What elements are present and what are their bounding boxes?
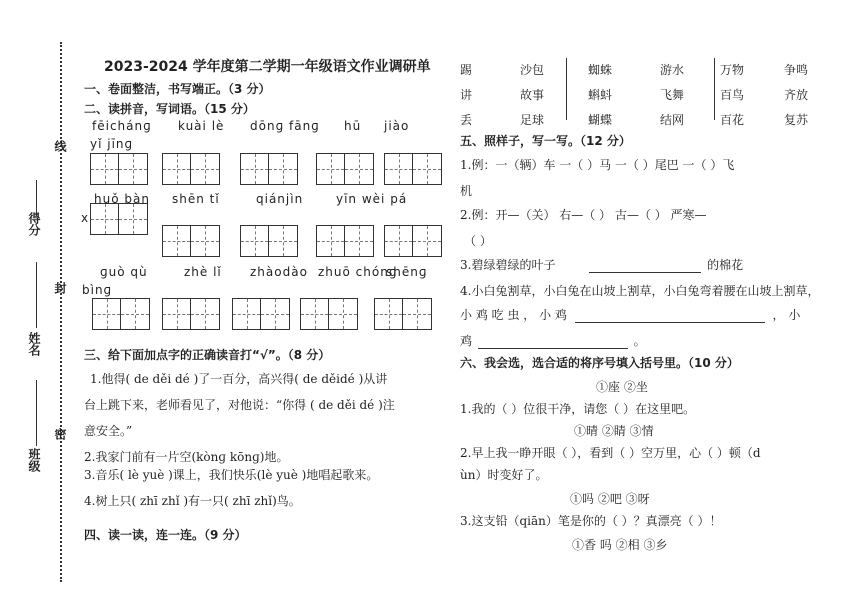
match-item: 百花: [720, 113, 745, 127]
q5-4-text-e: 。: [633, 334, 646, 348]
binding-dotted-line: [60, 42, 62, 582]
name-blank: [36, 262, 37, 328]
writing-grid[interactable]: [316, 153, 374, 185]
q5-2-line-a: 2.例：开—（关） 右—（ ） 古—（ ） 严寒—: [460, 208, 707, 222]
q5-4-line-a: 4.小白兔割草，小白兔在山坡上割草，小白兔弯着腰在山坡上割草，: [460, 284, 820, 298]
pinyin-13: zhàodào: [250, 265, 308, 279]
writing-grid[interactable]: [90, 203, 148, 235]
pinyin-2: kuài lè: [178, 119, 225, 133]
match-col-4: [660, 58, 684, 133]
match-item: 丢: [460, 113, 473, 127]
margin-label-class: 班级: [27, 448, 41, 472]
section-1-heading: 一、卷面整洁，书写端正。（3 分）: [84, 82, 271, 96]
q6-1-options: ①座 ②坐: [596, 380, 648, 394]
q5-4-text-d: 鸡: [460, 334, 473, 348]
q6-1: 1.我的（ ）位很干净，请您（ ）在这里吧。: [460, 402, 696, 416]
writing-grid[interactable]: [316, 225, 374, 257]
writing-grid[interactable]: [384, 153, 442, 185]
match-divider-1: [566, 58, 567, 120]
q6-2-line-b: ùn）时变好了。: [460, 468, 548, 482]
section-4-heading: 四、读一读，连一连。（9 分）: [84, 528, 247, 542]
q5-2-line-b: （ ）: [464, 234, 492, 248]
writing-grid[interactable]: [374, 298, 432, 330]
match-item: 蝌蚪: [588, 88, 613, 102]
q6-2-line-a: 2.早上我一睁开眼（ ），看到（ ）空万里，心（ ）顿（d: [460, 446, 761, 460]
writing-grid[interactable]: [240, 225, 298, 257]
q5-4-line-c: [460, 332, 646, 349]
writing-grid[interactable]: [232, 298, 290, 330]
writing-grid[interactable]: [240, 153, 298, 185]
score-blank: [36, 180, 37, 216]
match-item: 万物: [720, 63, 745, 77]
writing-grid[interactable]: [162, 225, 220, 257]
pinyin-7: huǒ bàn: [94, 192, 150, 206]
q5-1-line-b: 机: [460, 184, 473, 198]
match-item: 飞舞: [660, 88, 685, 102]
q6-3-options: ①吗 ②吧 ③呀: [570, 492, 650, 506]
match-item: 结网: [660, 113, 685, 127]
q5-3: [460, 256, 743, 273]
match-col-6: [784, 58, 808, 133]
class-blank: [36, 380, 37, 446]
pinyin-12: zhè lǐ: [184, 265, 222, 279]
pinyin-8: shēn tǐ: [172, 192, 220, 206]
pinyin-1: fēichánɡ: [92, 119, 152, 133]
match-item: 足球: [520, 113, 545, 127]
pinyin-3: dōnɡ fānɡ: [250, 119, 320, 133]
q5-4-blank-2[interactable]: [478, 348, 628, 349]
q6-4-options: ①香 吗 ②相 ③乡: [572, 538, 668, 552]
stray-mark: x: [81, 211, 89, 225]
match-col-1: [460, 58, 472, 133]
match-item: 蝴蝶: [588, 113, 613, 127]
q5-1-line-a: 1.例：一（辆）车 一（ ）马 一（ ）尾巴 一（ ）飞: [460, 158, 735, 172]
q6-2-options: ①晴 ②睛 ③情: [574, 424, 654, 438]
q3-3: 3.音乐( lè yuè )课上，我们快乐(lè yuè )地唱起歌来。: [84, 468, 379, 482]
pinyin-6: yǐ jīnɡ: [90, 137, 134, 151]
match-item: 争鸣: [784, 63, 809, 77]
match-item: 复苏: [784, 113, 809, 127]
match-col-3: [588, 58, 612, 133]
q3-4: 4.树上只( zhī zhǐ )有一只( zhī zhǐ)鸟。: [84, 494, 301, 508]
section-3-heading: 三、给下面加点字的正确读音打“√”。（8 分）: [84, 348, 331, 362]
match-col-5: [720, 58, 744, 133]
match-item: 蜘蛛: [588, 63, 613, 77]
pinyin-11: ɡuò qù: [100, 265, 148, 279]
pinyin-10: yīn wèi pá: [336, 192, 408, 206]
section-6-heading: 六、我会选，选合适的将序号填入括号里。（10 分）: [460, 356, 739, 370]
q5-3-text-b: 的棉花: [707, 258, 744, 272]
margin-label-name: 姓名: [27, 332, 41, 356]
pinyin-4: hū: [344, 119, 362, 133]
q3-2: 2.我家门前有一片空(kònɡ kōnɡ)地。: [84, 450, 289, 464]
writing-grid[interactable]: [92, 298, 150, 330]
margin-label-seal: 封: [53, 282, 67, 294]
q5-4-text-c: ， 小: [772, 308, 801, 322]
match-item: 故事: [520, 88, 545, 102]
margin-label-seal2: 密: [53, 428, 67, 440]
pinyin-9: qiánjìn: [256, 192, 304, 206]
q6-3: 3.这支铅（qiān）笔是你的（ ）？真漂亮（ ）！: [460, 514, 722, 528]
q5-4-line-b: [460, 306, 800, 323]
pinyin-16: bìnɡ: [82, 283, 113, 297]
q3-1-line-c: 意安全。”: [84, 424, 133, 438]
writing-grid[interactable]: [90, 153, 148, 185]
pinyin-14: zhuō chónɡ: [318, 265, 398, 279]
match-item: 百鸟: [720, 88, 745, 102]
match-item: 沙包: [520, 63, 545, 77]
q5-3-blank[interactable]: [589, 272, 701, 273]
margin-label-line: 线: [53, 140, 67, 152]
q5-3-text-a: 3.碧绿碧绿的叶子: [460, 258, 556, 272]
margin-label-score: 得分: [27, 212, 41, 236]
q3-1-line-b: 台上跳下来，老师看见了，对他说：“你得 ( de děi dé )注: [84, 398, 395, 412]
match-col-2: [520, 58, 544, 133]
match-item: 讲: [460, 88, 473, 102]
match-item: 踢: [460, 63, 473, 77]
q3-1-line-a: 1.他得( de děi dé )了一百分，高兴得( de děidé )从讲: [90, 372, 388, 386]
section-2-heading: 二、读拼音，写词语。（15 分）: [84, 102, 255, 116]
writing-grid[interactable]: [162, 153, 220, 185]
writing-grid[interactable]: [300, 298, 358, 330]
page-title: 2023-2024 学年度第二学期一年级语文作业调研单: [104, 59, 431, 75]
pinyin-15: shēnɡ: [386, 265, 428, 279]
writing-grid[interactable]: [162, 298, 220, 330]
q5-4-blank-1[interactable]: [575, 322, 765, 323]
match-item: 齐放: [784, 88, 809, 102]
match-divider-2: [714, 58, 715, 120]
section-5-heading: 五、照样子，写一写。（12 分）: [460, 134, 631, 148]
q5-4-text-b: 小 鸡 吃 虫 ， 小 鸡: [460, 308, 567, 322]
writing-grid[interactable]: [384, 225, 442, 257]
match-item: 游水: [660, 63, 685, 77]
pinyin-5: jiào: [384, 119, 410, 133]
